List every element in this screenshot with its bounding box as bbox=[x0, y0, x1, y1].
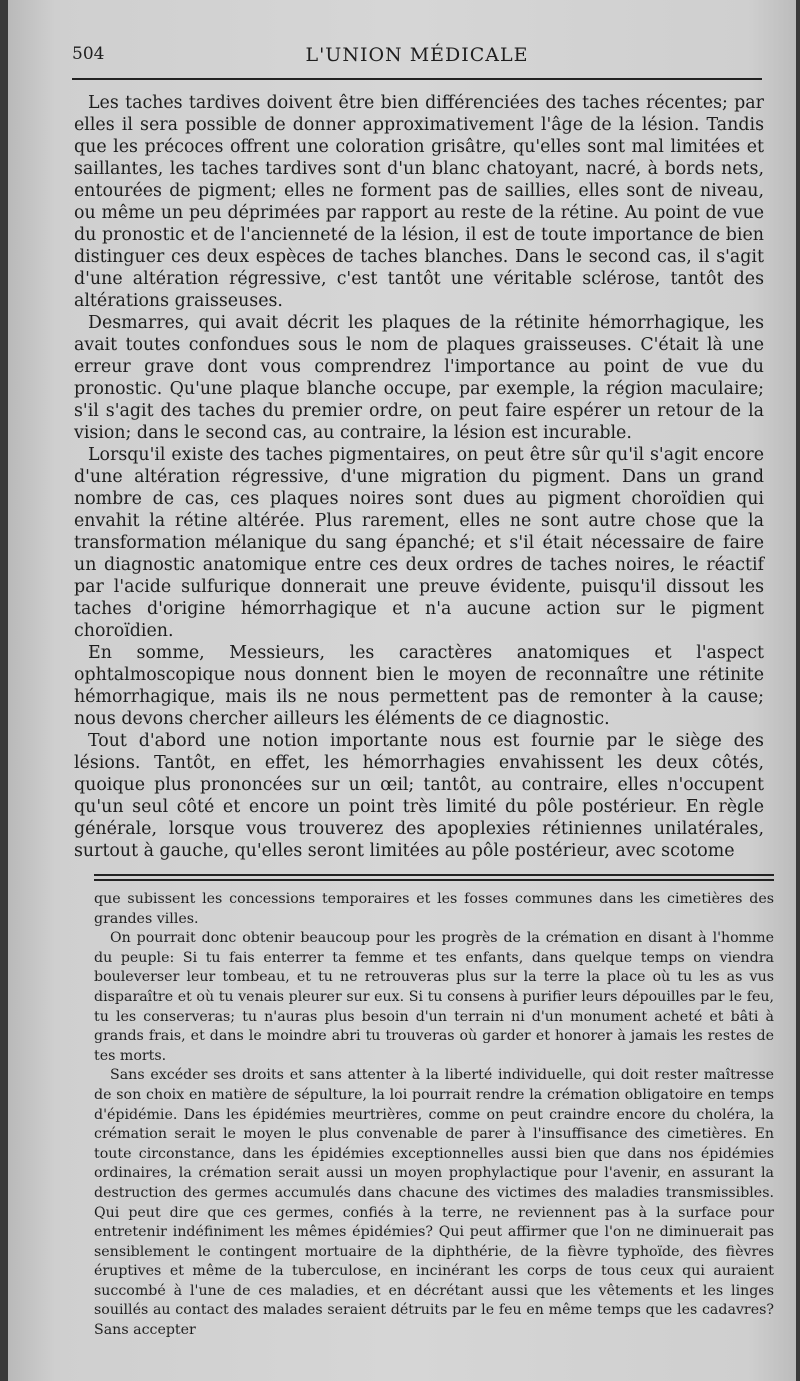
paragraph: Sans excéder ses droits et sans attenter à la liberté individuelle, qui doit rester maîtresse de son choix en matière de sépulture, la loi pourrait rendre la crémation obligatoire en temps d'épidémie. Dans les épidémies meurtrières, comme on peut craindre encore du choléra, la crémation serait le moyen le plus convenable de parer à l'insuffisance des cimetières. En toute circonstance, dans les épidémies exceptionnelles aussi bien que dans nos épidémies ordinaires, la crémation serait aussi un moyen prophylactique pour l'avenir, en assurant la destruction des germes accumulés dans chacune des victimes des maladies transmissibles. Qui peut dire que ces germes, confiés à la terre, ne reviennent pas à la surface pour entretenir indéfiniment les mêmes épidémies? Qui peut affirmer que l'on ne diminuerait pas sensiblement le contingent mortuaire de la diphthérie, de la fièvre typhoïde, des fièvres éruptives et même de la tuberculose, en incinérant les corps de tous ceux qui auraient succombé à l'une de ces maladies, et en décrétant aussi que les vêtements et les linges souillés au contact des malades seraient détruits par le feu en même temps que les cadavres? Sans accepter bbox=[94, 1067, 774, 1339]
paragraph: En somme, Messieurs, les caractères anatomiques et l'aspect ophtalmoscopique nous donnent bien le moyen de reconnaître une rétinite hémorrhagique, mais ils ne nous permettent pas de remonter à la cause; nous devons chercher ailleurs les éléments de ce diagnostic. bbox=[74, 643, 764, 729]
scanned-page bbox=[8, 0, 796, 1381]
feuilleton-rule bbox=[94, 874, 774, 876]
feuilleton-rule bbox=[94, 879, 774, 881]
paragraph: que subissent les concessions temporaires et les fosses communes dans les cimetières des grandes villes. bbox=[94, 891, 774, 927]
header-rule bbox=[72, 78, 762, 80]
paragraph: Desmarres, qui avait décrit les plaques de la rétinite hémorrhagique, les avait toutes confondues sous le nom de plaques graisseuses. C'était là une erreur grave dont vous comprendrez l'importance au point de vue du pronostic. Qu'une plaque blanche occupe, par exemple, la région maculaire; s'il s'agit des taches du premier ordre, on peut faire espérer un retour de la vision; dans le second cas, au contraire, la lésion est incurable. bbox=[74, 313, 764, 443]
paragraph: Les taches tardives doivent être bien différenciées des taches récentes; par elles il sera possible de donner approximativement l'âge de la lésion. Tandis que les précoces offrent une coloration grisâtre, qu'elles sont mal limitées et saillantes, les taches tardives sont d'un blanc chatoyant, nacré, à bords nets, entourées de pigment; elles ne forment pas de saillies, elles sont de niveau, ou même un peu déprimées par rapport au reste de la rétine. Au point de vue du pronostic et de l'ancienneté de la lésion, il est de toute importance de bien distinguer ces deux espèces de taches blanches. Dans le second cas, il s'agit d'une altération régressive, c'est tantôt une véritable sclérose, tantôt des altérations graisseuses. bbox=[74, 93, 764, 311]
page-header bbox=[72, 40, 762, 76]
paragraph: Lorsqu'il existe des taches pigmentaires, on peut être sûr qu'il s'agit encore d'une altération régressive, d'une migration du pigment. Dans un grand nombre de cas, ces plaques noires sont dues au pigment choroïdien qui envahit la rétine altérée. Plus rarement, elles ne sont autre chose que la transformation mélanique du sang épanché; et s'il était nécessaire de faire un diagnostic anatomique entre ces deux ordres de taches noires, le réactif par l'acide sulfurique donnerait une preuve évidente, puisqu'il dissout les taches d'origine hémorrhagique et n'a aucune action sur le pigment choroïdien. bbox=[74, 445, 764, 641]
paragraph: On pourrait donc obtenir beaucoup pour les progrès de la crémation en disant à l'homme du peuple: Si tu fais enterrer ta femme et tes enfants, dans quelque temps on viendra bouleverser leur tombeau, et tu ne retrouveras plus sur la terre la place où tu les as vus disparaître et où tu venais pleurer sur eux. Si tu consens à purifier leurs dépouilles par le feu, tu les conserveras; tu n'auras plus besoin d'un terrain ni d'un monument acheté et bâti à grands frais, et dans le moindre abri tu trouveras où garder et honorer à jamais les restes de tes morts. bbox=[94, 930, 774, 1064]
journal-title: L'UNION MÉDICALE bbox=[305, 44, 529, 66]
feuilleton-text bbox=[94, 890, 774, 1341]
paragraph: Tout d'abord une notion importante nous est fournie par le siège des lésions. Tantôt, en effet, les hémorrhagies envahissent les deux côtés, quoique plus prononcées sur un œil; tantôt, au contraire, elles n'occupent qu'un seul côté et encore un point très limité du pôle postérieur. En règle générale, lorsque vous trouverez des apoplexies rétiniennes unilatérales, surtout à gauche, qu'elles seront limitées au pôle postérieur, avec scotome bbox=[74, 731, 764, 861]
main-text bbox=[74, 92, 764, 862]
page-number: 504 bbox=[72, 44, 105, 64]
